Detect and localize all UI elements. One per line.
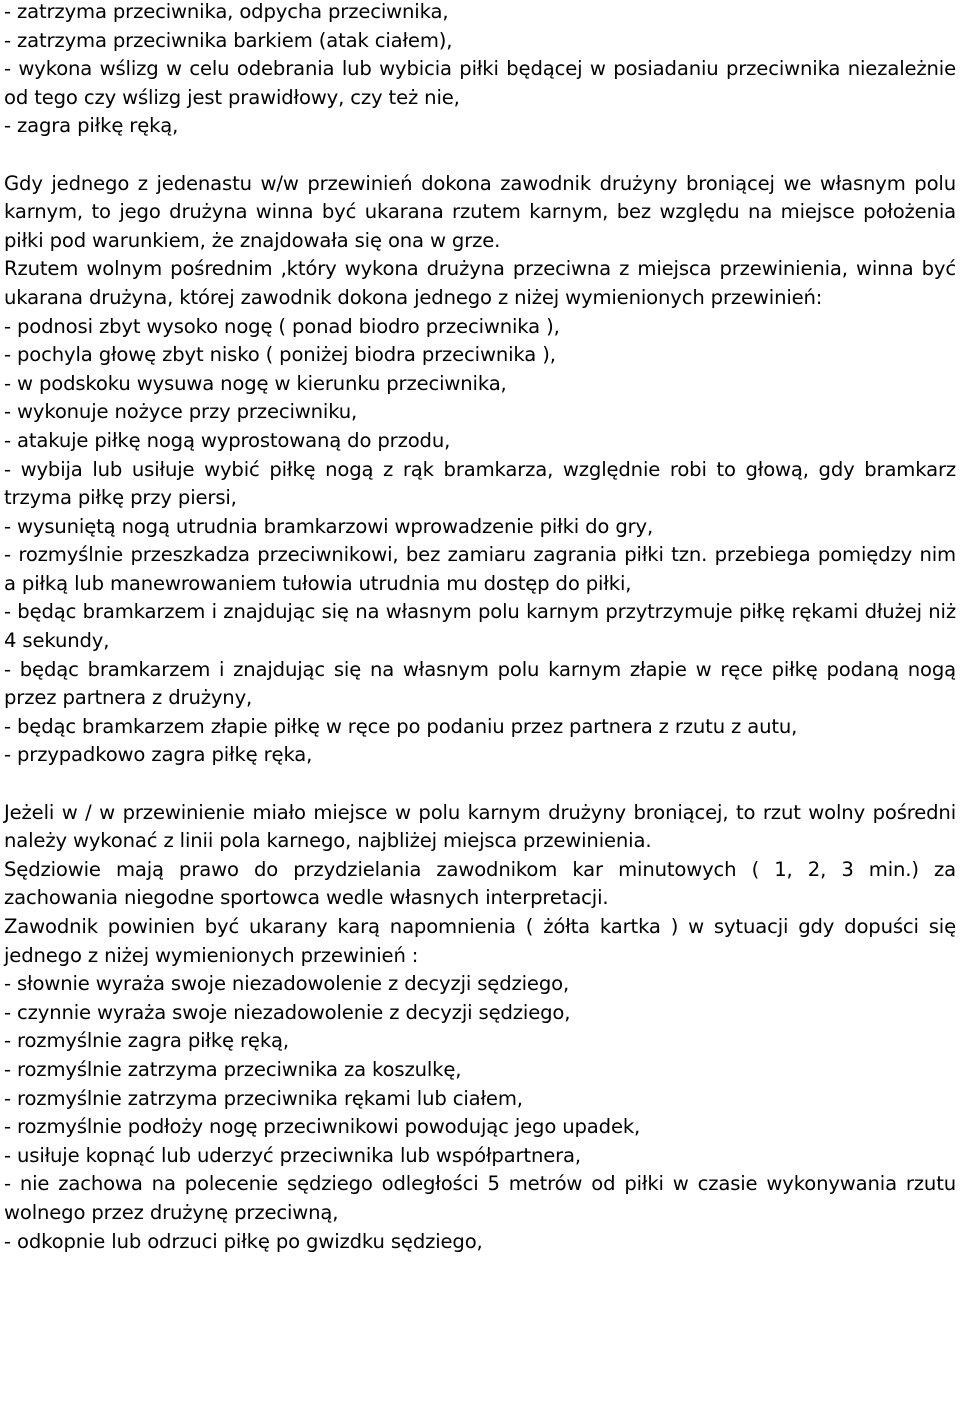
paragraph-spacer: [4, 770, 956, 799]
paragraph: Zawodnik powinien być ukarany karą napomnienia ( żółta kartka ) w sytuacji gdy dopuści się jednego z niżej wymienionych przewinień :: [4, 915, 956, 967]
paragraph: Gdy jednego z jedenastu w/w przewinień dokona zawodnik drużyny broniącej we własnym polu karnym, to jego drużyna winna być ukarana rzutem karnym, bez względu na miejsce położenia piłki pod warunkiem, że znajdowała się ona w grze.: [4, 171, 956, 252]
list-item: - rozmyślnie zagra piłkę ręką,: [4, 1029, 289, 1053]
list-item: - podnosi zbyt wysoko nogę ( ponad biodro przeciwnika ),: [4, 314, 560, 338]
list-item: - będąc bramkarzem złapie piłkę w ręce po podaniu przez partnera z rzutu z autu,: [4, 714, 798, 738]
paragraph-spacer: [4, 141, 956, 170]
list-item: - przypadkowo zagra piłkę ręka,: [4, 743, 313, 767]
list-item: - rozmyślnie podłoży nogę przeciwnikowi powodując jego upadek,: [4, 1115, 641, 1139]
list-item: - odkopnie lub odrzuci piłkę po gwizdku sędziego,: [4, 1229, 483, 1253]
list-item: - rozmyślnie zatrzyma przeciwnika rękami lub ciałem,: [4, 1086, 523, 1110]
paragraph: Rzutem wolnym pośrednim ,który wykona drużyna przeciwna z miejsca przewinienia, winna być ukarana drużyna, której zawodnik dokona jednego z niżej wymienionych przewinień:: [4, 257, 956, 309]
list-item: - pochyla głowę zbyt nisko ( poniżej biodra przeciwnika ),: [4, 343, 556, 367]
list-item: - rozmyślnie zatrzyma przeciwnika za koszulkę,: [4, 1057, 462, 1081]
list-item: - rozmyślnie przeszkadza przeciwnikowi, bez zamiaru zagrania piłki tzn. przebiega pomiędzy nim a piłką lub manewrowaniem tułowia utrudnia mu dostęp do piłki,: [4, 543, 956, 595]
paragraph: Sędziowie mają prawo do przydzielania zawodnikom kar minutowych ( 1, 2, 3 min.) za zachowania niegodne sportowca wedle własnych interpretacji.: [4, 857, 956, 910]
list-item: - w podskoku wysuwa nogę w kierunku przeciwnika,: [4, 371, 507, 395]
list-item: - nie zachowa na polecenie sędziego odległości 5 metrów od piłki w czasie wykonywania rzutu wolnego przez drużynę przeciwną,: [4, 1172, 956, 1224]
list-item: - atakuje piłkę nogą wyprostowaną do przodu,: [4, 428, 451, 452]
list-item: - będąc bramkarzem i znajdując się na własnym polu karnym złapie w ręce piłkę podaną nogą przez partnera z drużyny,: [4, 657, 956, 710]
list-item: - wykonuje nożyce przy przeciwniku,: [4, 400, 358, 424]
document-page: [4, 0, 956, 1256]
list-item: - wysuniętą nogą utrudnia bramkarzowi wprowadzenie piłki do gry,: [4, 514, 654, 538]
list-item: - zatrzyma przeciwnika, odpycha przeciwnika,: [4, 0, 449, 23]
list-item: - czynnie wyraża swoje niezadowolenie z decyzji sędziego,: [4, 1000, 571, 1024]
list-item: - wykona wślizg w celu odebrania lub wybicia piłki będącej w posiadaniu przeciwnika niezależnie od tego czy wślizg jest prawidłowy, czy też nie,: [4, 57, 956, 109]
list-item: - zatrzyma przeciwnika barkiem (atak ciałem),: [4, 28, 453, 52]
list-item: - wybija lub usiłuje wybić piłkę nogą z rąk bramkarza, względnie robi to głową, gdy bramkarz trzyma piłkę przy piersi,: [4, 457, 956, 510]
list-item: - zagra piłkę ręką,: [4, 114, 179, 138]
list-item: - usiłuje kopnąć lub uderzyć przeciwnika lub współpartnera,: [4, 1143, 581, 1167]
list-item: - słownie wyraża swoje niezadowolenie z decyzji sędziego,: [4, 972, 570, 996]
list-item: - będąc bramkarzem i znajdując się na własnym polu karnym przytrzymuje piłkę rękami dłużej niż 4 sekundy,: [4, 600, 956, 653]
paragraph: Jeżeli w / w przewinienie miało miejsce w polu karnym drużyny broniącej, to rzut wolny pośredni należy wykonać z linii pola karnego, najbliżej miejsca przewinienia.: [4, 800, 956, 853]
